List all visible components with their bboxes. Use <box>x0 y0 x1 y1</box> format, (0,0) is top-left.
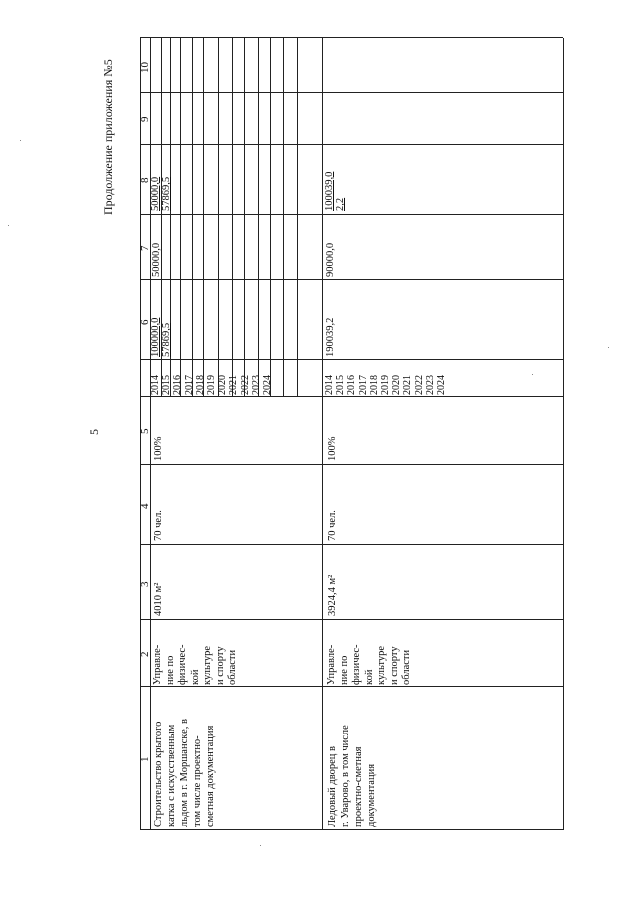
col8-values: 100039,0 2,2 <box>324 171 347 211</box>
header-col-2: 2 <box>139 651 151 657</box>
header-col-1: 1 <box>139 756 151 762</box>
col6-values: 190039,2 <box>325 317 336 357</box>
header-col-9: 9 <box>139 116 151 122</box>
header-col-8: 8 <box>139 177 151 183</box>
header-col-4: 4 <box>139 503 151 509</box>
capacity: 70 чел. <box>327 510 338 541</box>
col6-values: 100000,0 57869,5 <box>150 317 173 357</box>
scan-speck <box>532 374 533 375</box>
project-name: Строительство крытого катка с искусственным льдом в г. Моршанске, в том числе проектно- сметная документация <box>153 719 216 827</box>
header-col-10: 10 <box>139 62 151 73</box>
area: 4010 м² <box>153 582 164 616</box>
header-col-5: 5 <box>139 428 151 434</box>
page-number: 5 <box>87 429 101 435</box>
col7-values: 50000,0 <box>151 242 162 277</box>
readiness: 100% <box>153 436 164 461</box>
executor: Управле- ние по физичес- кой культуре и спорту области <box>326 644 412 685</box>
col7-values: 90000,0 <box>325 242 336 277</box>
appendix-caption: Продолжение приложения №5 <box>101 59 115 215</box>
readiness: 100% <box>327 436 338 461</box>
header-col-3: 3 <box>139 581 151 587</box>
executor: Управле- ние по физичес- кой культуре и спорту области <box>152 644 238 685</box>
project-name: Ледовый дворец в г. Уварово, в том числе проектно-сметная документация <box>327 725 377 827</box>
years-list: 2014 2015 2016 2017 2018 2019 2020 2021 2022 2023 2024 <box>324 375 448 395</box>
years-list: 2014 2015 2016 2017 2018 2019 2020 2021 2022 2023 2024 <box>150 375 274 395</box>
scan-speck <box>8 225 9 226</box>
capacity: 70 чел. <box>153 510 164 541</box>
scan-speck <box>260 845 261 846</box>
scan-speck <box>20 140 21 141</box>
scan-speck <box>608 347 609 348</box>
col8-values: 50000,0 57869,5 <box>150 176 173 211</box>
header-col-7: 7 <box>139 245 151 251</box>
area: 3924,4 м² <box>327 574 338 616</box>
header-col-6: 6 <box>139 319 151 325</box>
